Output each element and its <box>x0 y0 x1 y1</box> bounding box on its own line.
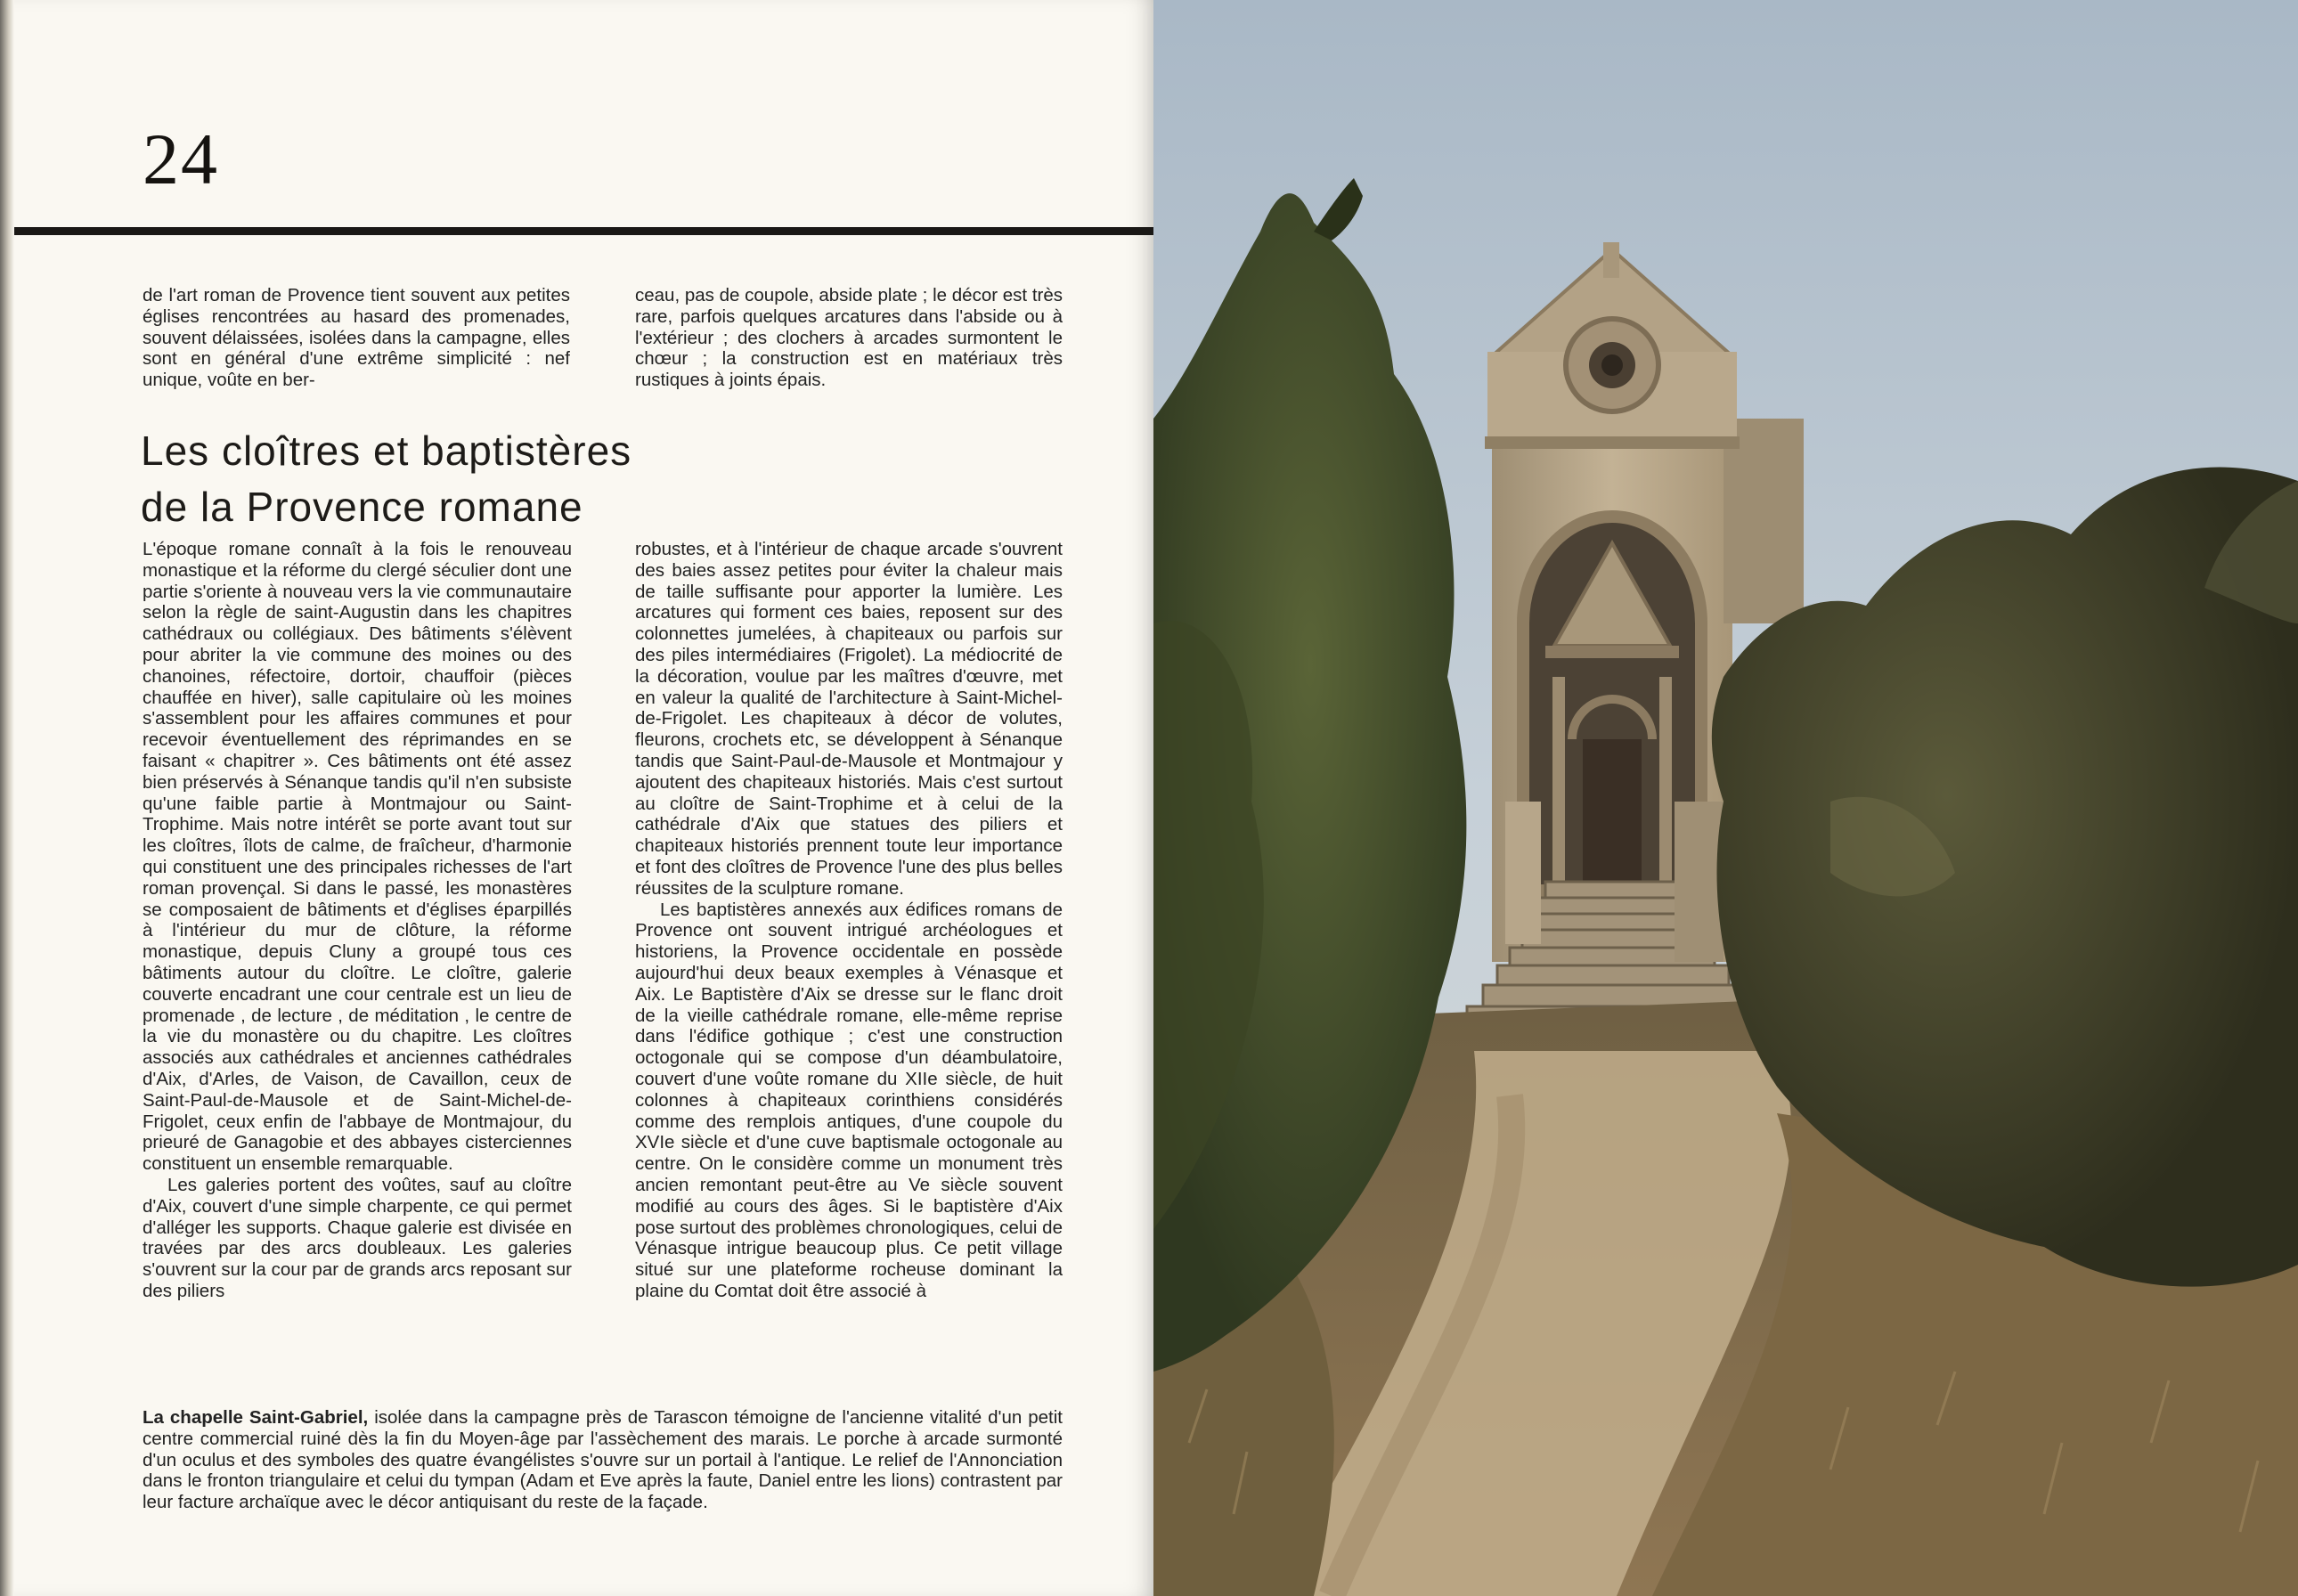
caption-title: La chapelle Saint-Gabriel, <box>143 1407 369 1428</box>
paragraph: Les galeries portent des voûtes, sauf au cloître d'Aix, couvert d'une simple charpente, ce qui permet d'alléger les supports. Chaque galerie est divisée en travées par des arcs doubleaux. Les galeries s'ouvrent sur la cour par de grands arcs reposant sur des piliers <box>143 1174 572 1301</box>
column-top-right <box>635 285 1063 391</box>
photo-caption <box>143 1407 1063 1513</box>
right-page-photo <box>1153 0 2298 1596</box>
page-number: 24 <box>143 118 219 200</box>
paragraph: robustes, et à l'intérieur de chaque arcade s'ouvrent des baies assez petites pour éviter la chaleur mais de taille suffisante pour apporter la lumière. Les arcatures qui forment ces baies, reposent sur des colonnettes jumelées, à chapiteaux ou parfois sur des piles intermédiaires (Frigolet). La médiocrité de la décoration, voulue par les maîtres d'œuvre, met en valeur la qualité de l'architecture à Saint-Michel-de-Frigolet. Les chapiteaux à décor de volutes, fleurons, crochets etc, se développent à Sénanque tandis que Saint-Paul-de-Mausole et Montmajour y ajoutent des chapiteaux historiés. Mais c'est surtout au cloître de Saint-Trophime et à celui de la cathédrale d'Aix que statues des piliers et chapiteaux historiés prennent toute leur importance et font des cloîtres de Provence l'une des plus belles réussites de la sculpture romane. <box>635 539 1063 899</box>
heading-line-1: Les cloîtres et baptistères <box>141 428 632 474</box>
paragraph: ceau, pas de coupole, abside plate ; le décor est très rare, parfois quelques arcatures dans l'abside ou à l'extérieur ; des clochers à arcades surmontent le chœur ; la construction est en matériaux très rustiques à joints épais. <box>635 285 1063 391</box>
caption-body: isolée dans la campagne près de Tarascon témoigne de l'ancienne vitalité d'un petit centre commercial ruiné dès la fin du Moyen-âge par l'assèchement des marais. Le porche à arcade surmonté d'un oculus et des symboles des quatre évangélistes s'ouvre sur un portail à l'antique. Le relief de l'Annonciation dans le fronton triangulaire et celui du tympan (Adam et Eve après la faute, Daniel entre les lions) contrastent par leur facture archaïque avec le décor antiquisant du reste de la façade. <box>143 1407 1063 1513</box>
header-rule <box>14 227 1154 235</box>
column-left <box>143 539 572 1302</box>
heading-line-2: de la Provence romane <box>141 484 583 530</box>
column-top-left <box>143 285 570 391</box>
paragraph: L'époque romane connaît à la fois le renouveau monastique et la réforme du clergé séculier dont une partie s'oriente à nouveau vers la vie communautaire selon la règle de saint-Augustin dans les chapitres cathédraux ou collégiaux. Des bâtiments s'élèvent pour abriter la vie commune des moines ou des chanoines, réfectoire, dortoir, chauffoir (pièces chauffée en hiver), salle capitulaire où les moines s'assemblent pour les affaires communes et pour recevoir éventuellement des réprimandes en se faisant « chapitrer ». Ces bâtiments ont été assez bien préservés à Sénanque tandis qu'il n'en subsiste qu'une faible partie à Montmajour ou Saint-Trophime. Mais notre intérêt se porte avant tout sur les cloîtres, îlots de calme, de fraîcheur, d'harmonie qui constituent une des principales richesses de l'art roman provençal. Si dans le passé, les monastères se composaient de bâtiments et d'églises éparpillés à l'intérieur du mur de clôture, la réforme monastique, depuis Cluny a groupé tous ces bâtiments autour du cloître. Le cloître, galerie couverte encadrant une cour centrale est un lieu de promenade , de lecture , de méditation , le centre de la vie du monastère ou du chapitre. Les cloîtres associés aux cathédrales et anciennes cathédrales d'Aix, d'Arles, de Vaison, de Cavaillon, ceux de Saint-Paul-de-Mausole et de Saint-Michel-de-Frigolet, ceux enfin de l'abbaye de Montmajour, du prieuré de Ganagobie et des abbayes cisterciennes constituent un ensemble remarquable. <box>143 539 572 1175</box>
paragraph: de l'art roman de Provence tient souvent aux petites églises rencontrées au hasard des promenades, souvent délaissées, isolées dans la campagne, elles sont en général d'une extrême simplicité : nef unique, voûte en ber- <box>143 285 570 391</box>
chapel-photo-illustration <box>1153 0 2298 1596</box>
page-edge-shadow <box>0 0 14 1596</box>
section-heading <box>141 423 764 535</box>
paragraph: Les baptistères annexés aux édifices romans de Provence ont souvent intrigué archéologues et historiens, la Provence occidentale en possède aujourd'hui deux beaux exemples à Vénasque et Aix. Le Baptistère d'Aix se dresse sur le flanc droit de la vieille cathédrale romane, elle-même reprise dans l'édifice gothique ; c'est une construction octogonale qui se compose d'un déambulatoire, couvert d'une voûte romane du XIIe siècle, de huit colonnes à chapiteaux corinthiens considérés comme des remplois antiques, d'une coupole du XVIe siècle et d'une cuve baptismale octogonale au centre. On le considère comme un monument très ancien remontant peut-être au Ve siècle souvent modifié au cours des âges. Si le baptistère d'Aix pose surtout des problèmes chronologiques, celui de Vénasque intrigue beaucoup plus. Ce petit village situé sur une plateforme rocheuse dominant la plaine du Comtat doit être associé à <box>635 899 1063 1301</box>
column-right <box>635 539 1063 1302</box>
